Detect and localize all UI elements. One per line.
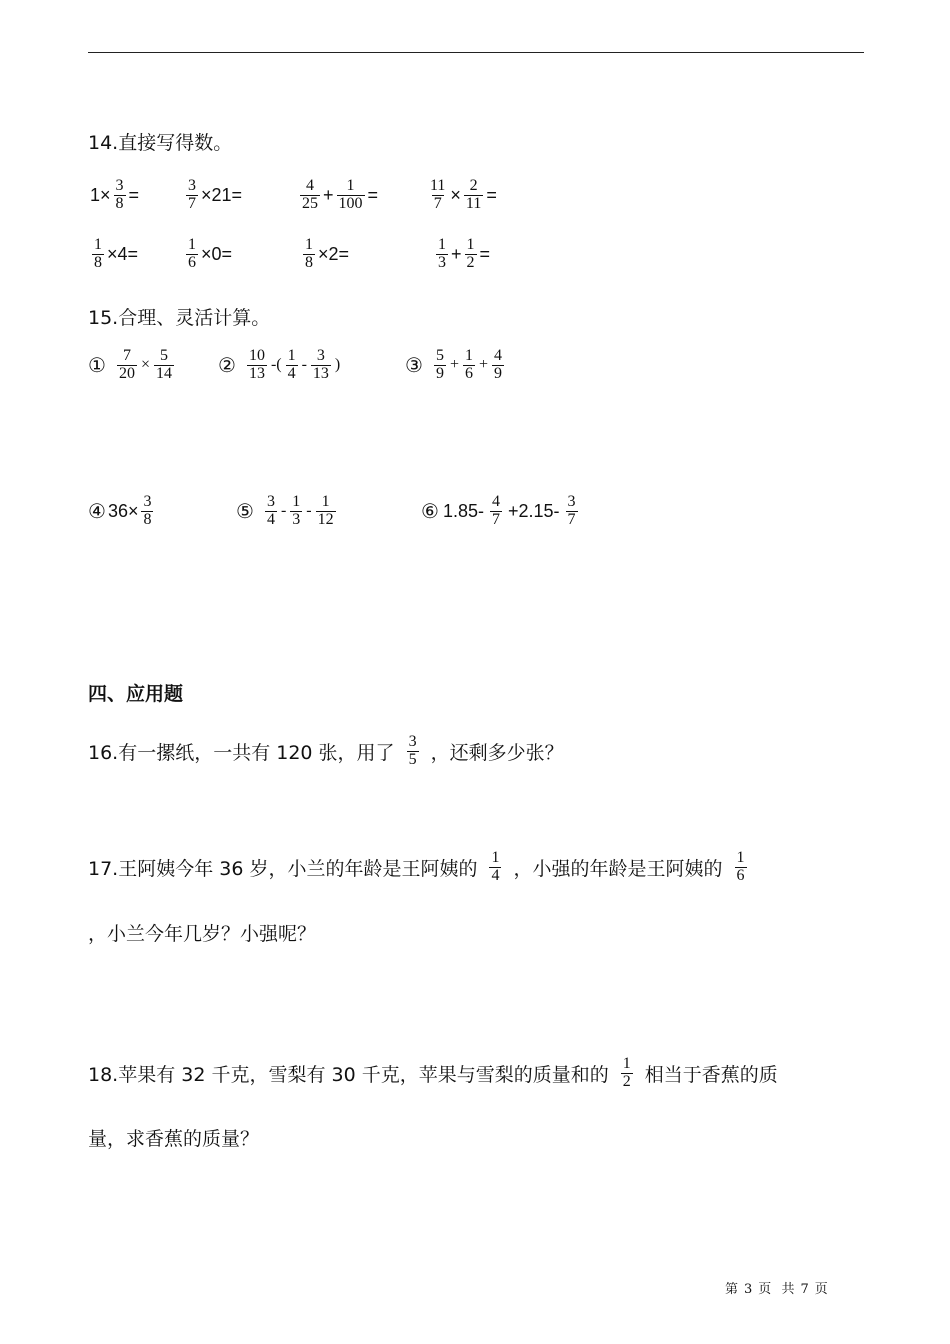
q15-problem-4: ④ 36× $\frac{3}{8}$ [88,493,152,528]
q17-line-2: ，小兰今年几岁？小强呢？ [88,923,317,945]
page-total: 7 [800,1282,809,1297]
q18-line-1: 18.苹果有 32 千克，雪梨有 30 千克，苹果与雪梨的质量和的 $\frac{1}{2}$ 相当于香蕉的质 [88,1055,778,1090]
q15-problem-2: ② $\frac{10}{13}$ -( $\frac{1}{4}$ - $\frac{3}{13}$ ) [218,347,341,382]
section-4-title: 四、应用题 [88,683,184,705]
q14-item-1: 1× $\frac{3}{8}$ = [90,177,140,212]
q14-item-7: $\frac{1}{8}$ ×2= [305,236,350,271]
page-number: 3 [744,1282,753,1297]
q15-problem-1: ① $\frac{7}{20}$ × $\frac{5}{14}$ [88,347,172,382]
q16: 16.有一摞纸，一共有 120 张，用了 $\frac{3}{5}$ ，还剩多少张？ [88,733,564,768]
page-footer: 第 3 页 共 7 页 [725,1282,828,1297]
q18-line-2: 量，求香蕉的质量？ [88,1128,260,1150]
q14-title: 14.直接写得数。 [88,132,233,154]
header-rule [88,52,864,53]
q15-problem-6: ⑥ 1.85- $\frac{4}{7}$ +2.15- $\frac{3}{7}$ [421,493,576,528]
q14-item-6: $\frac{1}{6}$ ×0= [188,236,233,271]
q15-title: 15.合理、灵活计算。 [88,307,271,329]
q14-item-3: $\frac{4}{25}$ + $\frac{1}{100}$ = [302,177,379,212]
q14-item-4: $\frac{11}{7}$ × $\frac{2}{11}$ = [430,177,497,212]
q14-item-8: $\frac{1}{3}$ + $\frac{1}{2}$ = [438,236,491,271]
q15-problem-3: ③ $\frac{5}{9}$ + $\frac{1}{6}$ + $\frac{4}{9}$ [405,347,502,382]
q14-item-2: $\frac{3}{7}$ ×21= [188,177,243,212]
q14-item-5: $\frac{1}{8}$ ×4= [94,236,139,271]
q17-line-1: 17.王阿姨今年 36 岁，小兰的年龄是王阿姨的 $\frac{1}{4}$ ，小强的年龄是王阿姨的 $\frac{1}{6}$ [88,849,745,884]
q15-problem-5: ⑤ $\frac{3}{4}$ - $\frac{1}{3}$ - $\frac{1}{12}$ [236,493,334,528]
